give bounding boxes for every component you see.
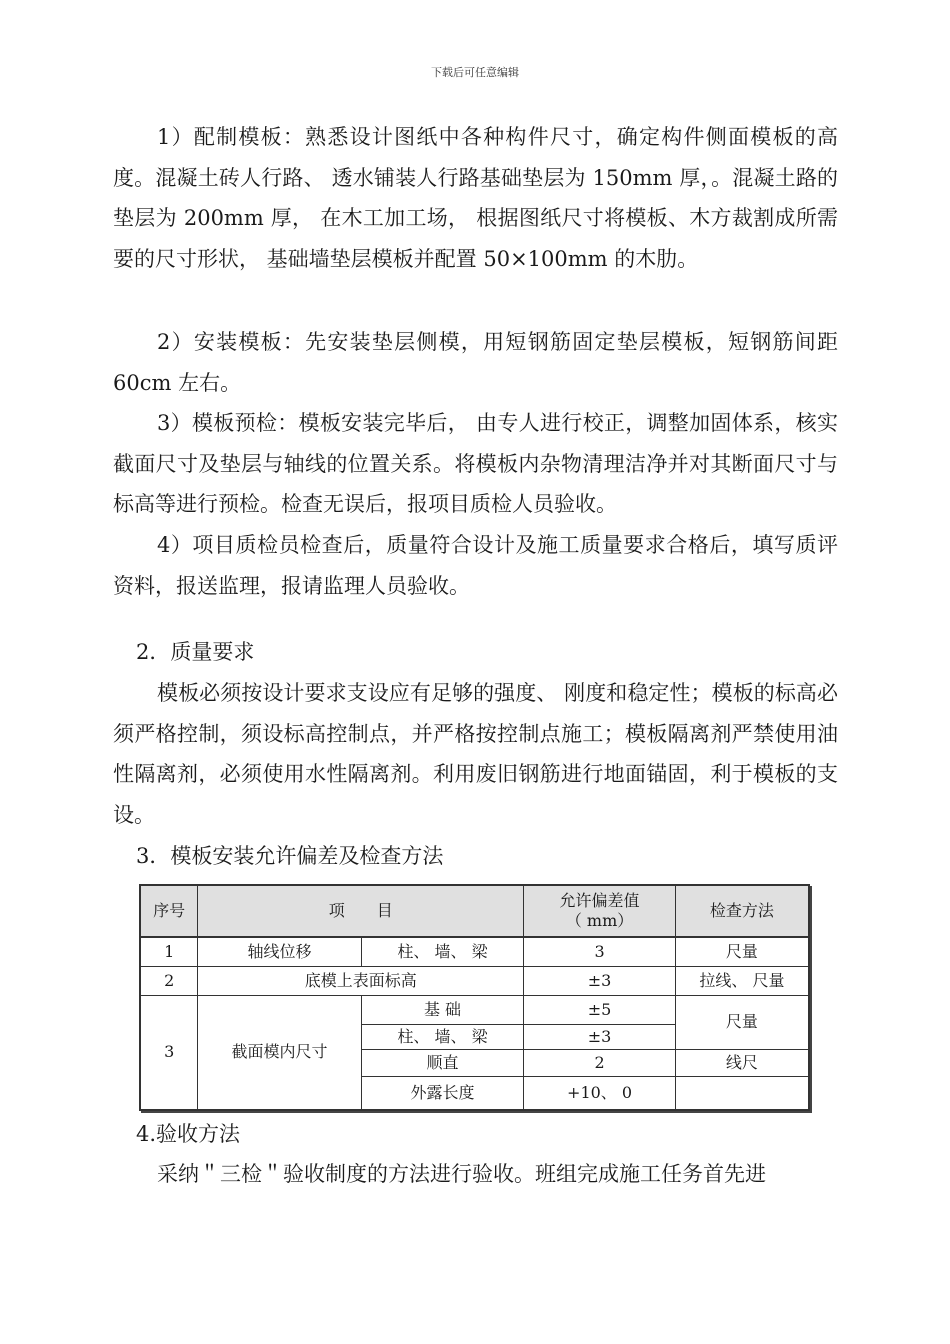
header-tolerance-line1: 允许偏差值 xyxy=(559,891,640,910)
section-4-text: 采纳＂三检＂验收制度的方法进行验收。班组完成施工任务首先进 xyxy=(157,1162,766,1186)
section-2-text: 模板必须按设计要求支设应有足够的强度、 刚度和稳定性；模板的标高必须严格控制，须设标高控制点，并严格按控制点施工；模板隔离剂严禁使用油性隔离剂，必须使用水性隔离剂。利用废旧钢筋进行地面锚固，利于模板的支设。 xyxy=(113,681,838,827)
table-row xyxy=(140,937,809,966)
row3-value-b: ±3 xyxy=(524,1024,676,1049)
header-seq: 序号 xyxy=(140,885,198,937)
table-row xyxy=(140,966,809,995)
row2-item: 底模上表面标高 xyxy=(198,966,524,995)
row1-sub: 柱、 墙、 梁 xyxy=(361,937,524,966)
row3-value-c: 2 xyxy=(524,1049,676,1076)
table-row xyxy=(140,995,809,1024)
header-method: 检查方法 xyxy=(675,885,809,937)
row3-sub-a: 基 础 xyxy=(361,995,524,1024)
paragraph-2: 2）安装模板：先安装垫层侧模，用短钢筋固定垫层模板，短钢筋间距 60cm 左右。 xyxy=(113,330,838,395)
row3-sub-b: 柱、 墙、 梁 xyxy=(361,1024,524,1049)
header-tolerance-line2: （ mm） xyxy=(565,911,634,930)
row2-seq: 2 xyxy=(140,966,198,995)
row1-method: 尺量 xyxy=(675,937,809,966)
section-3-title: 3．模板安装允许偏差及检查方法 xyxy=(136,844,444,868)
row3-method-c: 线尺 xyxy=(675,1049,809,1076)
header-tolerance xyxy=(524,885,676,937)
row3-item: 截面模内尺寸 xyxy=(198,995,361,1110)
section-2-title: 2．质量要求 xyxy=(136,640,255,664)
row1-item: 轴线位移 xyxy=(198,937,361,966)
row2-method: 拉线、 尺量 xyxy=(675,966,809,995)
row3-method-ab: 尺量 xyxy=(675,995,809,1049)
row3-value-a: ±5 xyxy=(524,995,676,1024)
page-header: 下载后可任意编辑 xyxy=(431,66,519,79)
row3-value-d: +10、 0 xyxy=(524,1076,676,1110)
row3-sub-d: 外露长度 xyxy=(361,1076,524,1110)
row3-seq: 3 xyxy=(140,995,198,1110)
row1-seq: 1 xyxy=(140,937,198,966)
header-item xyxy=(198,885,524,937)
paragraph-3: 3）模板预检：模板安装完毕后， 由专人进行校正，调整加固体系，核实截面尺寸及垫层与轴线的位置关系。将模板内杂物清理洁净并对其断面尺寸与标高等进行预检。检查无误后，报项目质检人员验收。 xyxy=(113,411,838,516)
paragraph-1: 1）配制模板：熟悉设计图纸中各种构件尺寸，确定构件侧面模板的高度。混凝土砖人行路、 透水铺装人行路基础垫层为 150mm 厚，。混凝土路的垫层为 200mm 厚， 在木工加工场， 根据图纸尺寸将模板、木方裁割成所需要的尺寸形状， 基础墙垫层模板并配置 50×100mm 的木肋。 xyxy=(113,125,838,271)
row3-sub-c: 顺直 xyxy=(361,1049,524,1076)
table-header-row xyxy=(140,885,809,937)
paragraph-4: 4）项目质检员检查后，质量符合设计及施工质量要求合格后，填写质评资料，报送监理，报请监理人员验收。 xyxy=(113,533,838,598)
header-item-label: 项 目 xyxy=(328,901,393,920)
row1-value: 3 xyxy=(524,937,676,966)
section-4-title: 4.验收方法 xyxy=(136,1122,241,1146)
row3-method-d xyxy=(675,1076,809,1110)
row2-value: ±3 xyxy=(524,966,676,995)
tolerance-table xyxy=(139,884,810,1111)
